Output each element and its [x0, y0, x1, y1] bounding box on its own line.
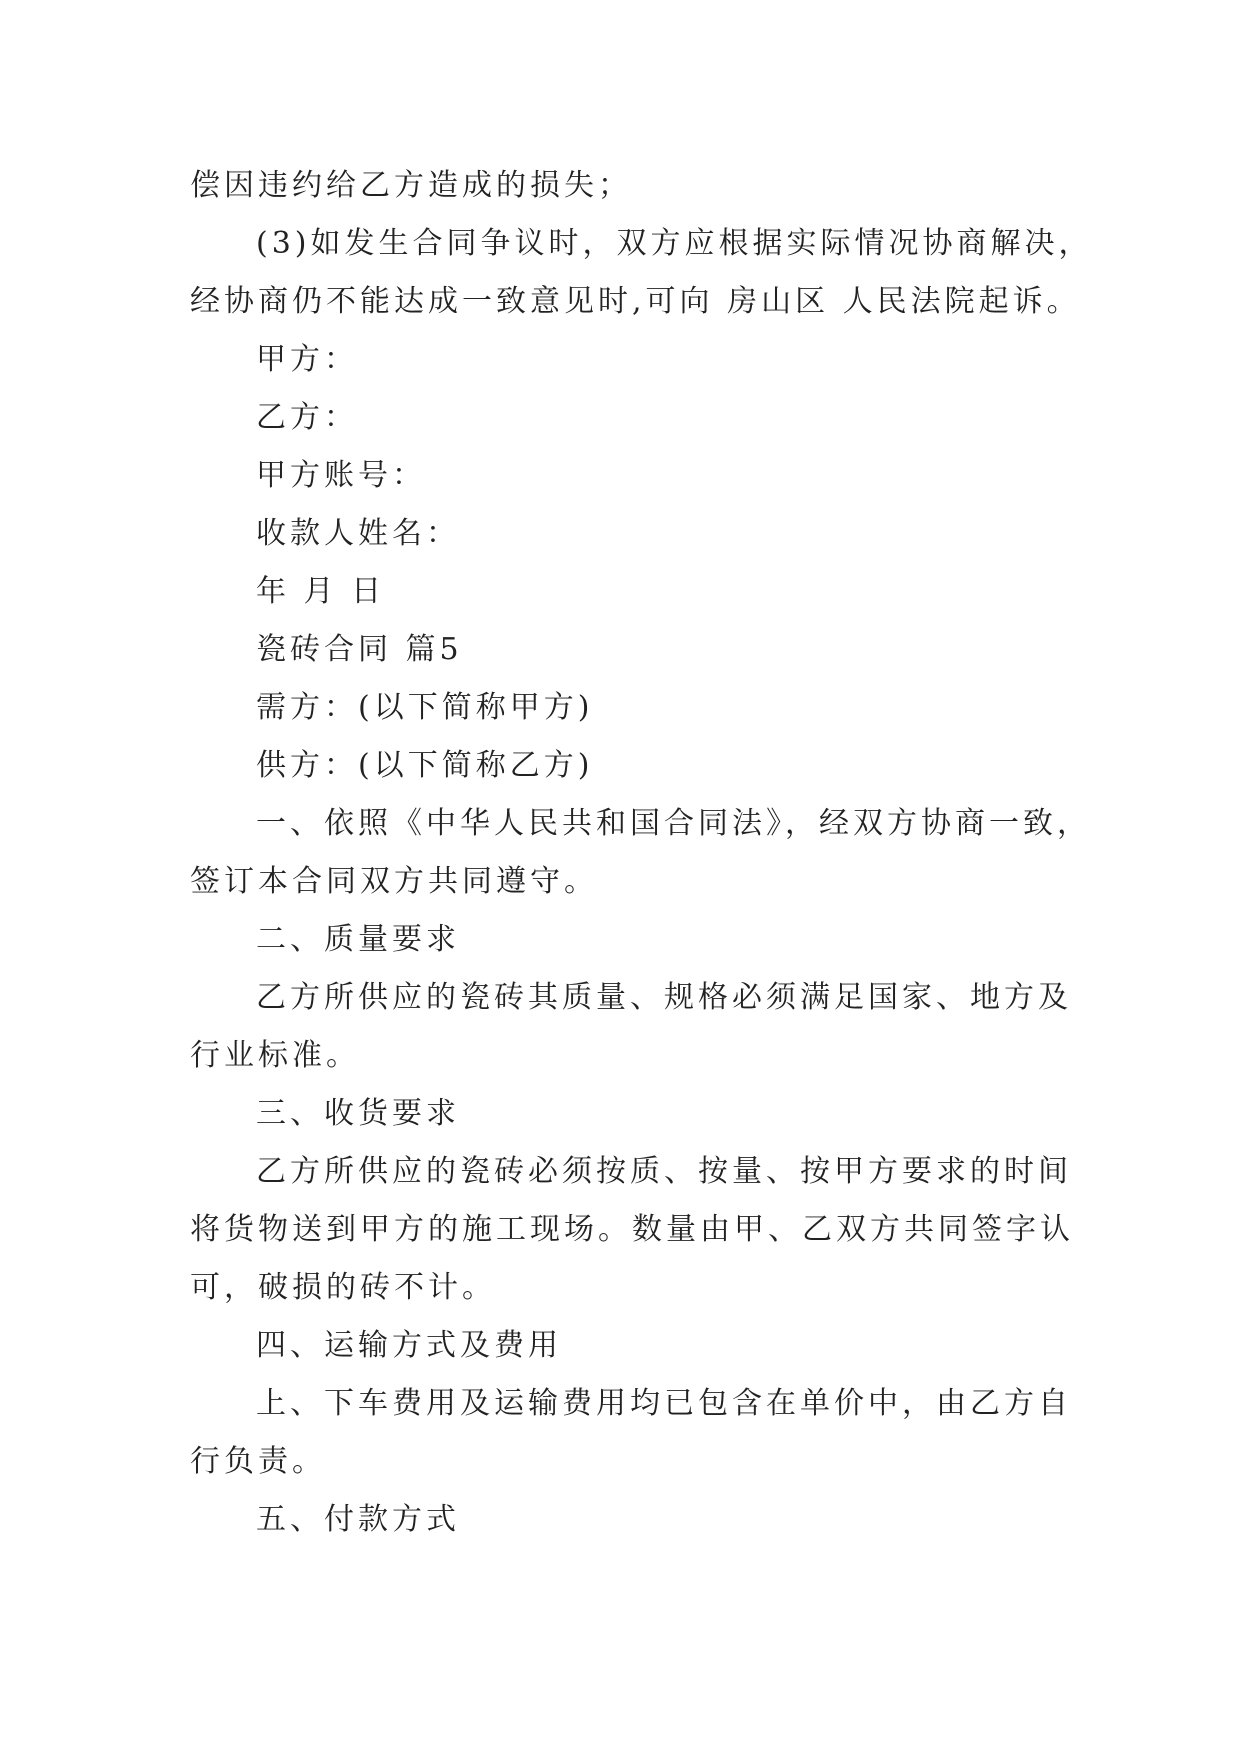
payee-name-label: 收款人姓名： — [256, 516, 460, 551]
clause-heading: 二、质量要求 — [256, 922, 460, 957]
text-line: 行负责。 — [190, 1444, 326, 1479]
text-line: 经协商仍不能达成一致意见时,可向 房山区 人民法院起诉。 — [190, 284, 1081, 319]
text-line: (3)如发生合同争议时，双方应根据实际情况协商解决， — [256, 226, 1093, 261]
text-line: 偿因违约给乙方造成的损失； — [190, 168, 632, 203]
text-line: 行业标准。 — [190, 1038, 360, 1073]
text-line: 将货物送到甲方的施工现场。数量由甲、乙双方共同签字认 — [190, 1212, 1074, 1247]
clause-heading: 三、收货要求 — [256, 1096, 460, 1131]
signature-party-a-label: 甲方： — [256, 342, 358, 377]
supplier-label: 供方：(以下简称乙方) — [256, 748, 594, 783]
text-line: 乙方所供应的瓷砖其质量、规格必须满足国家、地方及 — [256, 980, 1072, 1015]
buyer-label: 需方：(以下简称甲方) — [256, 690, 594, 725]
document-body — [190, 157, 1093, 1549]
signature-party-b-label: 乙方： — [256, 400, 358, 435]
clause-heading: 一、依照《中华人民共和国合同法》，经双方协商一致， — [256, 806, 1091, 841]
text-line: 上、下车费用及运输费用均已包含在单价中，由乙方自 — [256, 1386, 1072, 1421]
text-line: 可，破损的砖不计。 — [190, 1270, 496, 1305]
section-title: 瓷砖合同 篇5 — [256, 632, 463, 667]
date-label: 年 月 日 — [256, 574, 386, 609]
party-a-account-label: 甲方账号： — [256, 458, 426, 493]
text-line: 签订本合同双方共同遵守。 — [190, 864, 598, 899]
clause-heading: 五、付款方式 — [256, 1502, 460, 1537]
clause-heading: 四、运输方式及费用 — [256, 1328, 562, 1363]
text-line: 乙方所供应的瓷砖必须按质、按量、按甲方要求的时间 — [256, 1154, 1072, 1189]
